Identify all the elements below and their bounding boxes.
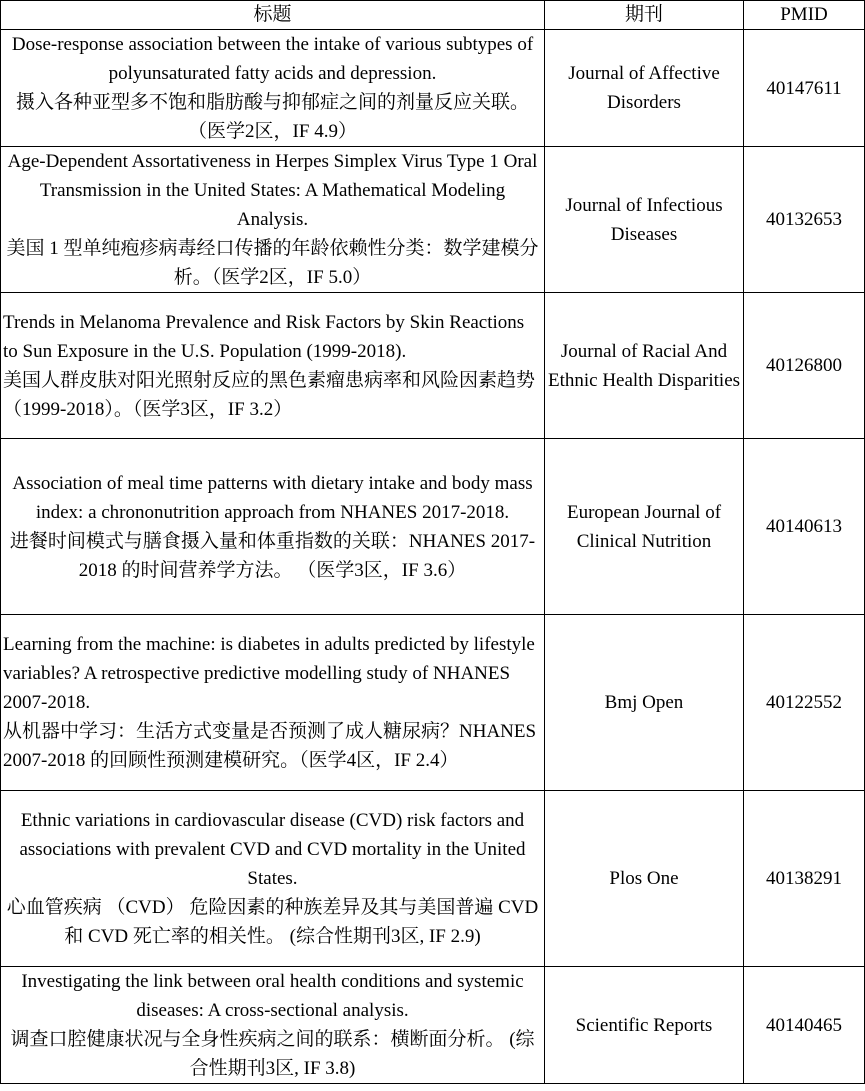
table-row	[1, 147, 865, 293]
header-row	[1, 1, 865, 30]
title-zh: 调查口腔健康状况与全身性疾病之间的联系：横断面分析。 (综合性期刊3区, IF 3.8)	[10, 1029, 535, 1079]
table-row	[1, 615, 865, 791]
journal-cell: Plos One	[545, 791, 744, 967]
title-en: Investigating the link between oral health conditions and systemic diseases: A cross-sectional analysis.	[21, 971, 524, 1021]
title-en: Age-Dependent Assortativeness in Herpes Simplex Virus Type 1 Oral Transmission in the United States: A Mathematical Modeling Analysis.	[7, 151, 538, 230]
pmid-cell: 40140465	[744, 967, 865, 1084]
title-cell	[1, 147, 545, 293]
title-en: Association of meal time patterns with dietary intake and body mass index: a chrononutrition approach from NHANES 2017-2018.	[12, 472, 533, 523]
title-zh: 从机器中学习：生活方式变量是否预测了成人糖尿病？NHANES 2007-2018 的回顾性预测建模研究。（医学4区，IF 2.4）	[3, 721, 537, 771]
journal-cell: Journal of Affective Disorders	[545, 30, 744, 147]
table-row	[1, 439, 865, 615]
header-pmid: PMID	[744, 1, 865, 30]
title-en: Trends in Melanoma Prevalence and Risk Factors by Skin Reactions to Sun Exposure in the U.S. Population (1999-2018).	[3, 311, 525, 362]
table-row	[1, 30, 865, 147]
pmid-cell: 40132653	[744, 147, 865, 293]
title-cell	[1, 439, 545, 615]
table-row	[1, 967, 865, 1084]
header-title: 标题	[1, 1, 545, 30]
title-cell	[1, 30, 545, 147]
title-en: Ethnic variations in cardiovascular disease (CVD) risk factors and associations with prevalent CVD and CVD mortality in the United States.	[19, 810, 526, 889]
pmid-cell: 40147611	[744, 30, 865, 147]
title-cell	[1, 615, 545, 791]
title-cell	[1, 293, 545, 439]
journal-cell: European Journal of Clinical Nutrition	[545, 439, 744, 615]
title-cell	[1, 791, 545, 967]
title-zh: 摄入各种亚型多不饱和脂肪酸与抑郁症之间的剂量反应关联。（医学2区，IF 4.9）	[15, 92, 529, 142]
table-row	[1, 791, 865, 967]
journal-cell: Bmj Open	[545, 615, 744, 791]
pmid-cell: 40140613	[744, 439, 865, 615]
title-en: Learning from the machine: is diabetes in adults predicted by lifestyle variables? A retrospective predictive modelling study of NHANES 2007-2018.	[3, 634, 535, 713]
title-zh: 心血管疾病 （CVD） 危险因素的种族差异及其与美国普遍 CVD 和 CVD 死亡率的相关性。 (综合性期刊3区, IF 2.9)	[6, 897, 539, 947]
pmid-cell: 40138291	[744, 791, 865, 967]
journal-cell: Journal of Infectious Diseases	[545, 147, 744, 293]
title-zh: 美国 1 型单纯疱疹病毒经口传播的年龄依赖性分类：数学建模分析。（医学2区，IF 5.0）	[6, 238, 539, 288]
title-cell	[1, 967, 545, 1084]
title-zh: 进餐时间模式与膳食摄入量和体重指数的关联：NHANES 2017-2018 的时间营养学方法。 （医学3区，IF 3.6）	[9, 530, 536, 581]
title-en: Dose-response association between the intake of various subtypes of polyunsaturated fatty acids and depression.	[11, 34, 534, 84]
title-zh: 美国人群皮肤对阳光照射反应的黑色素瘤患病率和风险因素趋势（1999-2018）。（医学3区，IF 3.2）	[3, 369, 536, 420]
header-journal: 期刊	[545, 1, 744, 30]
journal-cell: Scientific Reports	[545, 967, 744, 1084]
pmid-cell: 40126800	[744, 293, 865, 439]
pmid-cell: 40122552	[744, 615, 865, 791]
table-row	[1, 293, 865, 439]
journal-cell: Journal of Racial And Ethnic Health Disparities	[545, 293, 744, 439]
